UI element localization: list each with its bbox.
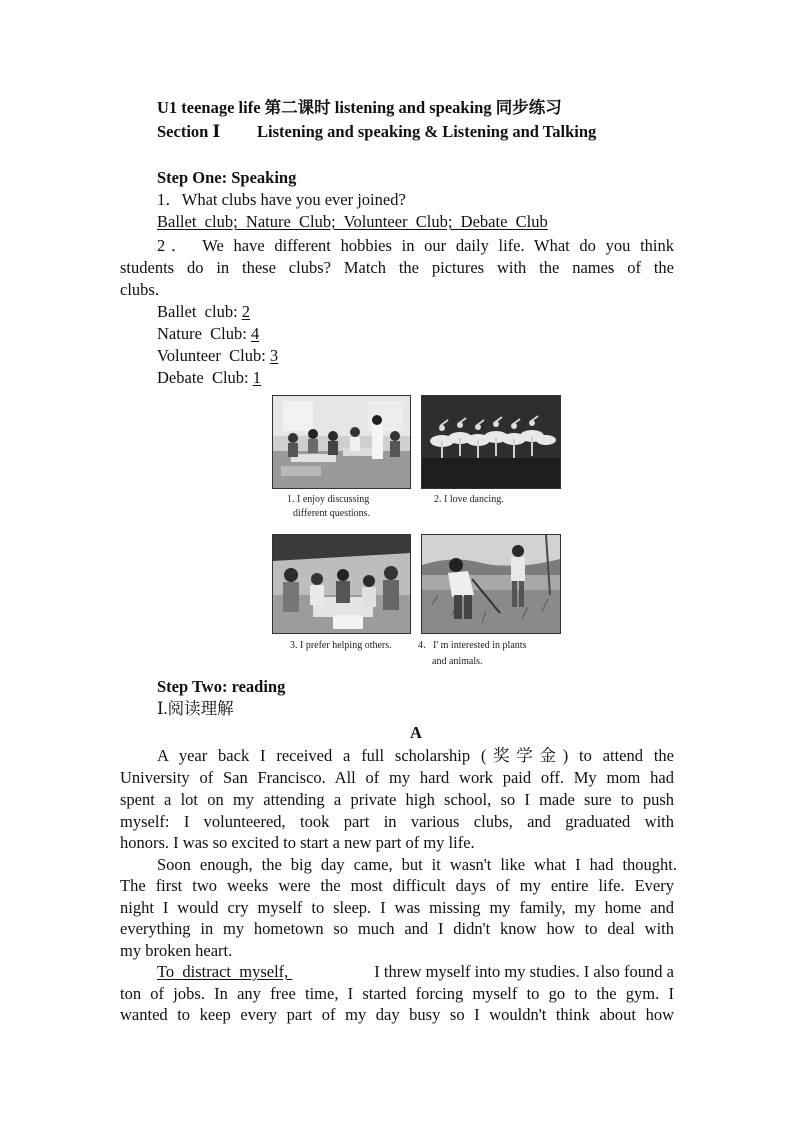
section-label: Section Ⅰ (157, 122, 221, 141)
paragraph-1-line: A year back I received a full scholarship (奖学金) to attend the (157, 746, 674, 765)
section-title: Listening and speaking & Listening and Talking (257, 122, 597, 141)
paragraph-3-line-rest: I threw myself into my studies. I also found a (370, 962, 674, 981)
paragraph-2-line: The first two weeks were the most difficult days of my entire life. Every (120, 876, 674, 895)
step-two-heading: Step Two: reading (157, 677, 286, 696)
question-2-line-2: students do in these clubs? Match the pictures with the names of the (120, 258, 674, 277)
paragraph-3-line: wanted to keep every part of my day busy so I wouldn't think about how (120, 1005, 674, 1024)
question-1: 1．What clubs have you ever joined? (157, 190, 406, 209)
paragraph-3-first-line (157, 962, 674, 982)
match-answer: 3 (269, 346, 279, 365)
match-item (157, 368, 261, 388)
match-answer: 2 (241, 302, 251, 321)
match-label: Nature Club: (157, 324, 251, 343)
paragraph-1-line: myself: I volunteered, took part in various clubs, and graduated with (120, 812, 674, 831)
match-item (157, 346, 278, 366)
match-label: Ballet club: (157, 302, 242, 321)
photo-volunteer-club (272, 534, 411, 634)
match-answer: 1 (252, 368, 262, 387)
paragraph-2-line: my broken heart. (120, 941, 233, 960)
question-2-line-3: clubs. (120, 280, 159, 299)
reading-comprehension-heading: Ⅰ.阅读理解 (157, 699, 234, 718)
photo-debate-club (272, 395, 411, 489)
photo-ballet-club (421, 395, 561, 489)
passage-label: A (410, 723, 422, 742)
caption-photo-3: 3. I prefer helping others. (290, 640, 392, 651)
underlined-phrase: To distract myself, (157, 962, 293, 981)
paragraph-1-line: spent a lot on my attending a private high school, so I made sure to push (120, 790, 674, 809)
caption-photo-2: 2. I love dancing. (434, 494, 504, 505)
caption-photo-1-line-1: 1. I enjoy discussing (287, 494, 370, 505)
match-item (157, 302, 250, 322)
photo-nature-club (421, 534, 561, 634)
step-one-heading: Step One: Speaking (157, 168, 297, 187)
question-2-line-1: 2． We have different hobbies in our daily life. What do you think (157, 236, 674, 255)
caption-photo-4-line-2: and animals. (432, 656, 483, 667)
paragraph-2-line: everything in my hometown so much and I didn't know how to deal with (120, 919, 674, 938)
match-label: Debate Club: (157, 368, 253, 387)
paragraph-3-line: ton of jobs. In any free time, I started forcing myself to go to the gym. I (120, 984, 674, 1003)
paragraph-1-line: honors. I was so excited to start a new part of my life. (120, 833, 475, 852)
caption-photo-4-line-1: 4．I' m interested in plants (418, 640, 527, 651)
paragraph-1-line: University of San Francisco. All of my hard work paid off. My mom had (120, 768, 674, 787)
match-answer: 4 (250, 324, 260, 343)
match-item (157, 324, 259, 344)
paragraph-2-line: night I would cry myself to sleep. I was missing my family, my home and (120, 898, 674, 917)
question-1-answer: Ballet club; Nature Club; Volunteer Club; Debate Club (157, 212, 548, 231)
caption-photo-1-line-2: different questions. (293, 508, 371, 519)
document-title: U1 teenage life 第二课时 listening and speaking 同步练习 (157, 98, 562, 117)
match-label: Volunteer Club: (157, 346, 270, 365)
paragraph-2-line: Soon enough, the big day came, but it wasn't like what I had thought. (157, 855, 677, 874)
